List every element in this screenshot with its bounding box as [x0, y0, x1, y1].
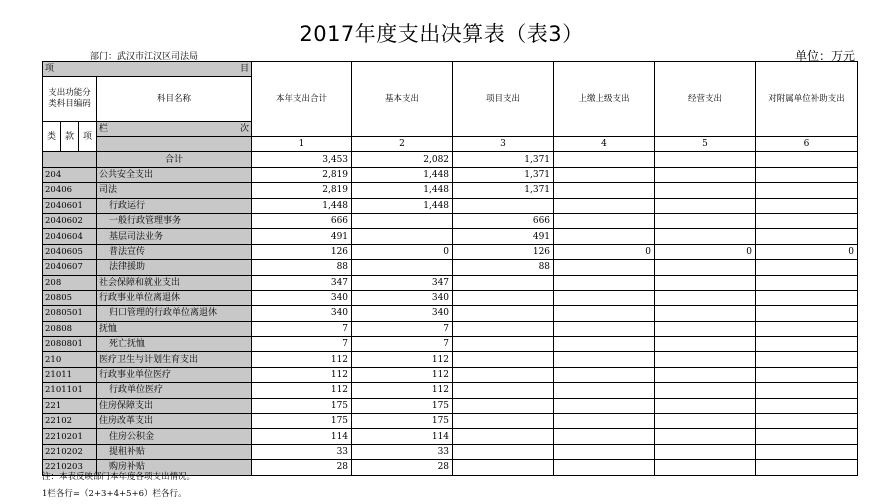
table-row — [43, 321, 858, 336]
row-value-6 — [756, 367, 858, 382]
row-value-6 — [756, 198, 858, 213]
row-value-3 — [453, 444, 554, 459]
table-row — [43, 290, 858, 305]
row-subject-name: 普法宣传 — [97, 244, 252, 259]
row-value-2: 114 — [352, 429, 453, 444]
row-value-5 — [655, 398, 756, 413]
row-value-1: 666 — [252, 213, 352, 228]
row-code: 20805 — [43, 290, 97, 305]
row-value-6 — [756, 306, 858, 321]
table-row — [43, 337, 858, 352]
row-value-5 — [655, 383, 756, 398]
row-value-1: 347 — [252, 275, 352, 290]
row-value-1: 112 — [252, 383, 352, 398]
row-value-2 — [352, 260, 453, 275]
row-code: 2101101 — [43, 383, 97, 398]
row-value-3 — [453, 321, 554, 336]
row-value-3 — [453, 460, 554, 475]
row-value-4 — [554, 183, 655, 198]
row-value-2: 112 — [352, 383, 453, 398]
row-value-1: 112 — [252, 352, 352, 367]
row-value-4 — [554, 167, 655, 182]
row-value-5 — [655, 290, 756, 305]
row-value-2: 1,448 — [352, 198, 453, 213]
header-numbers-row — [43, 137, 858, 152]
table-row — [43, 213, 858, 228]
row-value-2: 7 — [352, 337, 453, 352]
row-value-1: 112 — [252, 367, 352, 382]
header-mu: 目 — [240, 64, 250, 74]
row-value-2: 7 — [352, 321, 453, 336]
row-value-1: 114 — [252, 429, 352, 444]
row-value-5 — [655, 429, 756, 444]
table-row — [43, 198, 858, 213]
table-row — [43, 244, 858, 259]
row-value-5 — [655, 198, 756, 213]
total-value-5 — [655, 152, 756, 167]
row-value-5 — [655, 367, 756, 382]
row-subject-name: 司法 — [97, 183, 252, 198]
row-code: 2040602 — [43, 213, 97, 228]
col-header-6: 对附属单位补助支出 — [756, 62, 858, 137]
header-code-group: 支出功能分类科目编码 — [43, 77, 97, 122]
row-value-6 — [756, 260, 858, 275]
footnote-2: 1栏各行=（2+3+4+5+6）栏各行。 — [42, 489, 187, 499]
row-value-4 — [554, 429, 655, 444]
row-value-2: 28 — [352, 460, 453, 475]
row-code: 210 — [43, 352, 97, 367]
row-value-6 — [756, 352, 858, 367]
row-subject-name: 医疗卫生与计划生育支出 — [97, 352, 252, 367]
row-value-3 — [453, 198, 554, 213]
row-value-4 — [554, 337, 655, 352]
row-subject-name: 抚恤 — [97, 321, 252, 336]
row-value-2: 112 — [352, 367, 453, 382]
total-value-2: 2,082 — [352, 152, 453, 167]
row-value-4 — [554, 229, 655, 244]
row-value-3 — [453, 306, 554, 321]
row-value-1: 1,448 — [252, 198, 352, 213]
row-value-3: 666 — [453, 213, 554, 228]
row-value-6 — [756, 183, 858, 198]
table-row — [43, 167, 858, 182]
row-value-3 — [453, 290, 554, 305]
row-value-6 — [756, 275, 858, 290]
col-number-6: 6 — [756, 137, 858, 152]
page-title: 2017年度支出决算表（表3） — [299, 22, 584, 46]
row-code: 21011 — [43, 367, 97, 382]
col-header-3: 项目支出 — [453, 62, 554, 137]
row-subject-name: 行政单位医疗 — [97, 383, 252, 398]
row-value-5 — [655, 183, 756, 198]
row-value-6 — [756, 398, 858, 413]
row-value-4: 0 — [554, 244, 655, 259]
table-row — [43, 183, 858, 198]
row-value-3 — [453, 414, 554, 429]
row-code: 221 — [43, 398, 97, 413]
row-value-1: 7 — [252, 337, 352, 352]
row-value-2: 1,448 — [352, 183, 453, 198]
row-value-2: 112 — [352, 352, 453, 367]
header-lan-ci — [97, 122, 252, 137]
row-value-5 — [655, 167, 756, 182]
row-value-1: 340 — [252, 290, 352, 305]
row-value-4 — [554, 290, 655, 305]
row-value-6 — [756, 229, 858, 244]
total-value-4 — [554, 152, 655, 167]
header-ci: 次 — [240, 124, 250, 134]
row-subject-name: 住房保障支出 — [97, 398, 252, 413]
row-value-1: 2,819 — [252, 167, 352, 182]
table-row — [43, 444, 858, 459]
row-value-1: 340 — [252, 306, 352, 321]
department-label: 部门：武汉市江汉区司法局 — [90, 52, 199, 62]
row-subject-name: 住房改革支出 — [97, 414, 252, 429]
row-subject-name: 基层司法业务 — [97, 229, 252, 244]
row-value-2: 347 — [352, 275, 453, 290]
total-value-1: 3,453 — [252, 152, 352, 167]
row-value-2: 175 — [352, 398, 453, 413]
row-code: 2210202 — [43, 444, 97, 459]
header-subject-name: 科目名称 — [97, 77, 252, 122]
footnotes — [42, 469, 195, 503]
table-row — [43, 260, 858, 275]
header-kuan: 款 — [61, 122, 79, 152]
row-value-1: 175 — [252, 414, 352, 429]
col-header-5: 经营支出 — [655, 62, 756, 137]
header-lan: 栏 — [99, 124, 109, 134]
row-value-6 — [756, 444, 858, 459]
row-value-4 — [554, 260, 655, 275]
row-value-5: 0 — [655, 244, 756, 259]
row-value-3: 88 — [453, 260, 554, 275]
total-label: 合计 — [97, 152, 252, 167]
row-value-1: 2,819 — [252, 183, 352, 198]
row-value-1: 175 — [252, 398, 352, 413]
row-value-6 — [756, 383, 858, 398]
row-code: 2040607 — [43, 260, 97, 275]
table-row — [43, 306, 858, 321]
row-value-5 — [655, 444, 756, 459]
row-code: 20808 — [43, 321, 97, 336]
col-header-2: 基本支出 — [352, 62, 453, 137]
row-code: 2040601 — [43, 198, 97, 213]
row-value-5 — [655, 275, 756, 290]
row-value-3: 1,371 — [453, 183, 554, 198]
expenditure-table — [42, 61, 858, 476]
row-value-5 — [655, 460, 756, 475]
row-code: 208 — [43, 275, 97, 290]
row-value-3 — [453, 337, 554, 352]
total-value-3: 1,371 — [453, 152, 554, 167]
row-subject-name: 行政事业单位离退休 — [97, 290, 252, 305]
row-value-1: 28 — [252, 460, 352, 475]
row-value-5 — [655, 260, 756, 275]
row-value-4 — [554, 352, 655, 367]
col-header-1: 本年支出合计 — [252, 62, 352, 137]
row-subject-name: 归口管理的行政单位离退休 — [97, 306, 252, 321]
col-number-3: 3 — [453, 137, 554, 152]
row-code: 22102 — [43, 414, 97, 429]
row-value-2: 340 — [352, 290, 453, 305]
row-subject-name: 一般行政管理事务 — [97, 213, 252, 228]
table-row — [43, 429, 858, 444]
row-subject-name: 住房公积金 — [97, 429, 252, 444]
unit-label: 单位：万元 — [794, 49, 855, 63]
row-value-6 — [756, 167, 858, 182]
row-code: 2080801 — [43, 337, 97, 352]
header-lei: 类 — [43, 122, 61, 152]
row-value-6 — [756, 414, 858, 429]
row-value-6 — [756, 321, 858, 336]
row-subject-name: 购房补贴 — [97, 460, 252, 475]
table-row — [43, 229, 858, 244]
row-value-4 — [554, 198, 655, 213]
row-value-6 — [756, 429, 858, 444]
header-xiang-small: 项 — [79, 122, 97, 152]
row-value-4 — [554, 383, 655, 398]
row-value-3 — [453, 275, 554, 290]
row-value-1: 7 — [252, 321, 352, 336]
table-row — [43, 275, 858, 290]
row-value-5 — [655, 352, 756, 367]
row-value-2: 0 — [352, 244, 453, 259]
row-value-4 — [554, 460, 655, 475]
header-row-top — [43, 62, 858, 77]
row-code: 2040604 — [43, 229, 97, 244]
table-row — [43, 383, 858, 398]
total-row — [43, 152, 858, 167]
row-code: 2210203 — [43, 460, 97, 475]
row-value-2: 33 — [352, 444, 453, 459]
row-subject-name: 死亡抚恤 — [97, 337, 252, 352]
row-value-2 — [352, 229, 453, 244]
row-value-3 — [453, 429, 554, 444]
row-value-1: 88 — [252, 260, 352, 275]
row-value-3 — [453, 383, 554, 398]
row-subject-name: 社会保障和就业支出 — [97, 275, 252, 290]
row-subject-name: 行政事业单位医疗 — [97, 367, 252, 382]
row-code: 20406 — [43, 183, 97, 198]
row-value-1: 491 — [252, 229, 352, 244]
row-value-6 — [756, 290, 858, 305]
row-value-2: 175 — [352, 414, 453, 429]
row-value-5 — [655, 213, 756, 228]
row-value-6 — [756, 213, 858, 228]
row-value-6 — [756, 337, 858, 352]
row-value-3 — [453, 398, 554, 413]
row-value-4 — [554, 414, 655, 429]
numbers-spacer — [97, 137, 252, 152]
row-subject-name: 提租补贴 — [97, 444, 252, 459]
header-xiang-mu-cell — [43, 62, 252, 77]
row-value-4 — [554, 306, 655, 321]
header-xiang: 项 — [45, 64, 55, 74]
row-value-4 — [554, 321, 655, 336]
row-value-4 — [554, 444, 655, 459]
row-value-5 — [655, 321, 756, 336]
footnote-1: 注：本表反映部门本年度各项支出情况。 — [42, 472, 196, 482]
row-value-4 — [554, 398, 655, 413]
col-number-1: 1 — [252, 137, 352, 152]
row-code: 2040605 — [43, 244, 97, 259]
row-value-4 — [554, 275, 655, 290]
row-value-3 — [453, 367, 554, 382]
row-code: 2210201 — [43, 429, 97, 444]
col-number-2: 2 — [352, 137, 453, 152]
row-value-6 — [756, 460, 858, 475]
table-row — [43, 398, 858, 413]
col-number-5: 5 — [655, 137, 756, 152]
row-value-5 — [655, 229, 756, 244]
table-row — [43, 352, 858, 367]
row-value-2: 340 — [352, 306, 453, 321]
row-value-4 — [554, 213, 655, 228]
col-header-4: 上缴上级支出 — [554, 62, 655, 137]
row-code: 204 — [43, 167, 97, 182]
row-value-5 — [655, 306, 756, 321]
total-value-6 — [756, 152, 858, 167]
table-row — [43, 414, 858, 429]
row-value-6: 0 — [756, 244, 858, 259]
row-value-3: 126 — [453, 244, 554, 259]
row-subject-name: 行政运行 — [97, 198, 252, 213]
row-value-4 — [554, 367, 655, 382]
row-subject-name: 法律援助 — [97, 260, 252, 275]
row-code: 2080501 — [43, 306, 97, 321]
row-value-3: 491 — [453, 229, 554, 244]
row-subject-name: 公共安全支出 — [97, 167, 252, 182]
total-code-cell — [43, 152, 97, 167]
row-value-5 — [655, 337, 756, 352]
row-value-3 — [453, 352, 554, 367]
row-value-3: 1,371 — [453, 167, 554, 182]
row-value-2 — [352, 213, 453, 228]
table-row — [43, 367, 858, 382]
row-value-1: 33 — [252, 444, 352, 459]
row-value-5 — [655, 414, 756, 429]
col-number-4: 4 — [554, 137, 655, 152]
row-value-1: 126 — [252, 244, 352, 259]
row-value-2: 1,448 — [352, 167, 453, 182]
